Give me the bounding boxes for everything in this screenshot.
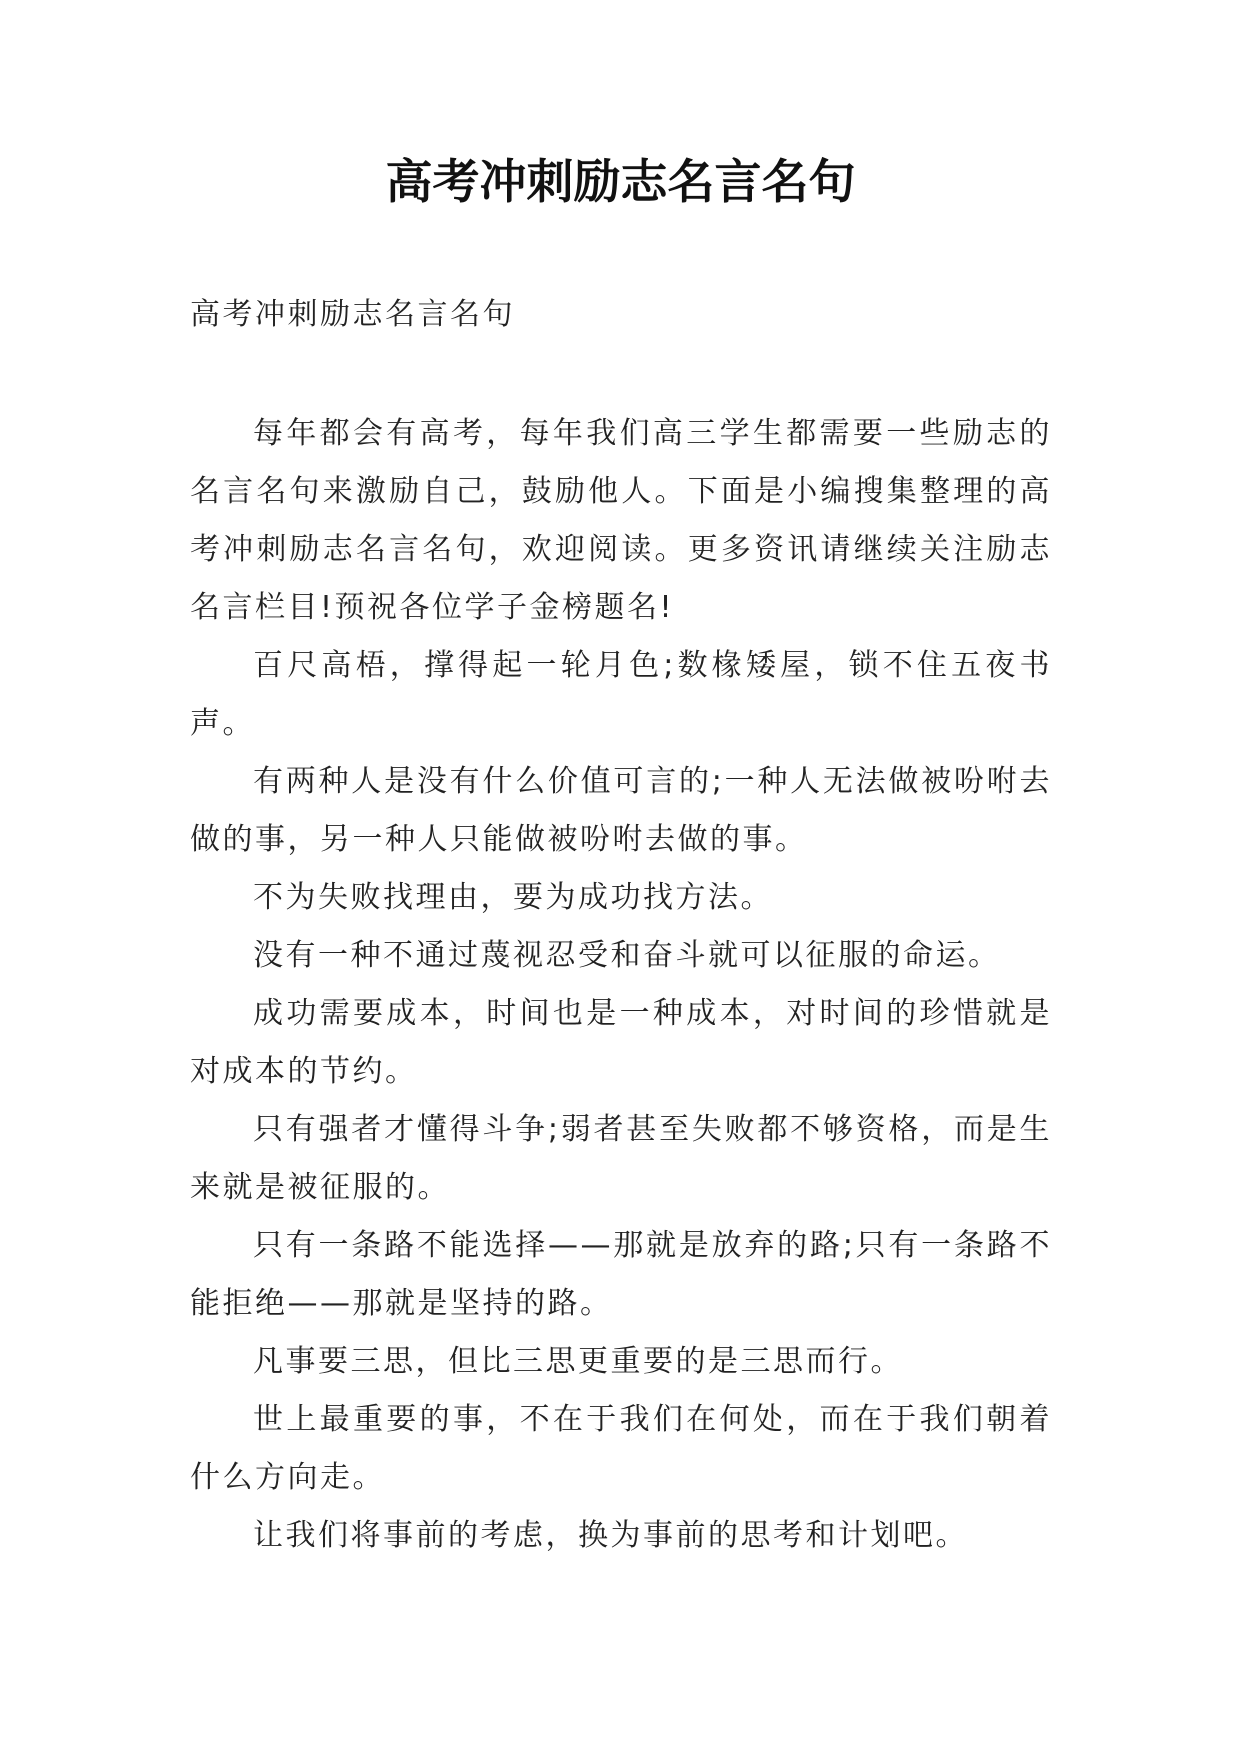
document-body xyxy=(190,405,1052,1565)
paragraph: 没有一种不通过蔑视忍受和奋斗就可以征服的命运。 xyxy=(253,938,1001,973)
paragraph: 不为失败找理由，要为成功找方法。 xyxy=(253,880,773,915)
paragraph: 成功需要成本，时间也是一种成本，对时间的珍惜就是对成本的节约。 xyxy=(190,996,1052,1089)
document-subtitle: 高考冲刺励志名言名句 xyxy=(190,297,515,332)
document-title: 高考冲刺励志名言名句 xyxy=(385,155,856,210)
paragraph: 世上最重要的事，不在于我们在何处，而在于我们朝着什么方向走。 xyxy=(190,1402,1052,1495)
paragraph: 让我们将事前的考虑，换为事前的思考和计划吧。 xyxy=(253,1518,968,1553)
paragraph: 只有一条路不能选择——那就是放弃的路;只有一条路不能拒绝——那就是坚持的路。 xyxy=(190,1228,1052,1321)
paragraph: 只有强者才懂得斗争;弱者甚至失败都不够资格，而是生来就是被征服的。 xyxy=(190,1112,1052,1205)
paragraph: 百尺高梧，撑得起一轮月色;数椽矮屋，锁不住五夜书声。 xyxy=(190,648,1052,741)
paragraph: 凡事要三思，但比三思更重要的是三思而行。 xyxy=(253,1344,903,1379)
paragraph-intro: 每年都会有高考，每年我们高三学生都需要一些励志的名言名句来激励自己，鼓励他人。下面是小编搜集整理的高考冲刺励志名言名句，欢迎阅读。更多资讯请继续关注励志名言栏目!预祝各位学子金榜题名! xyxy=(190,416,1052,625)
paragraph: 有两种人是没有什么价值可言的;一种人无法做被吩咐去做的事，另一种人只能做被吩咐去做的事。 xyxy=(190,764,1052,857)
